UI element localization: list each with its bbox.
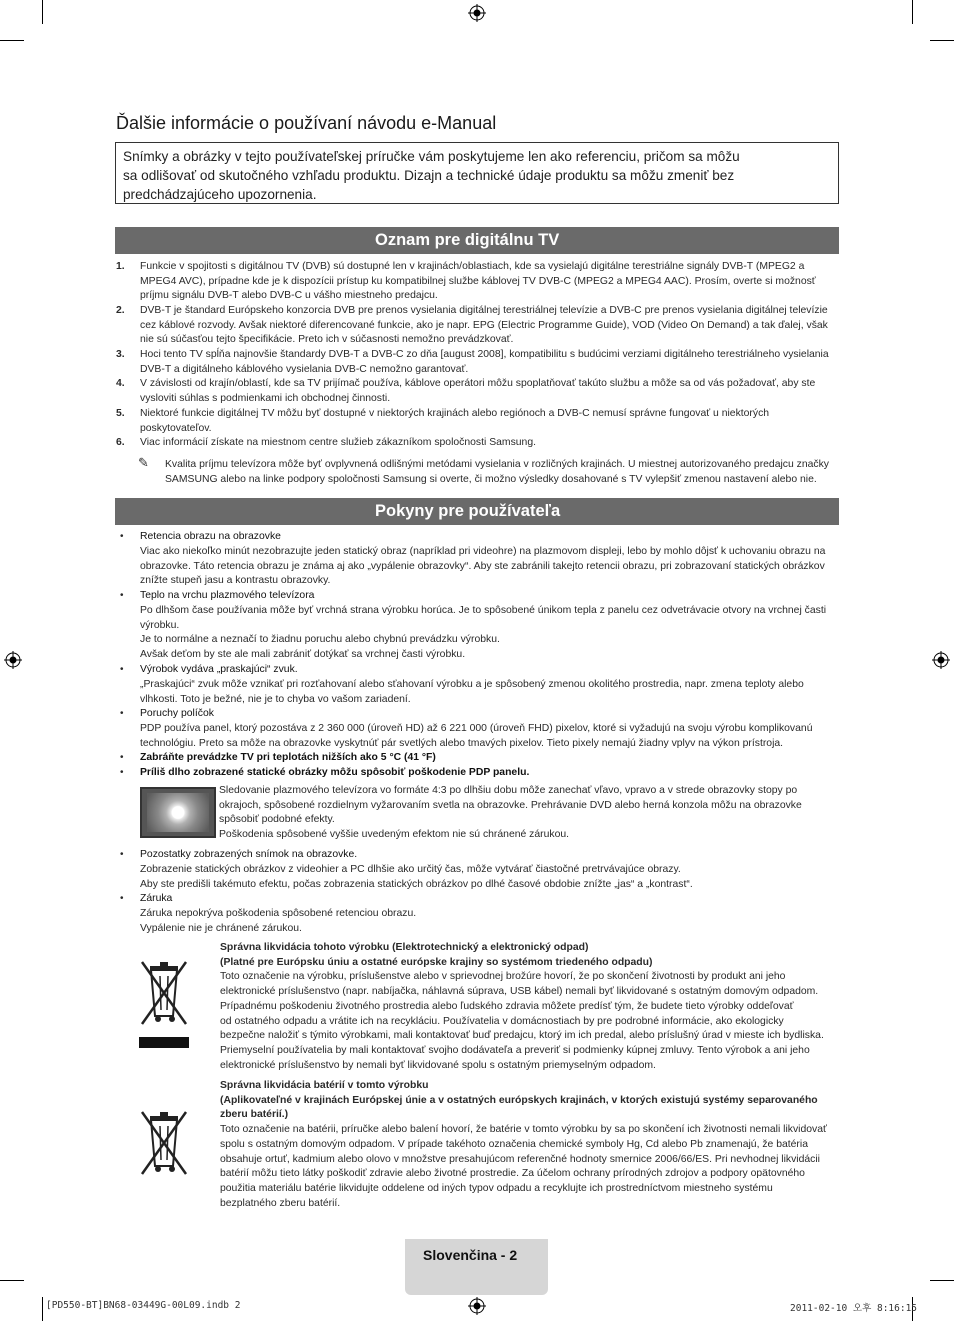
body-line: obsahuje ortuť, kadmium alebo olovo v množstve presahujúcom referenčné hodnoty smernice 2006/66/ES. Pri nevhodnej likvidácii bbox=[220, 1153, 820, 1165]
crop-mark bbox=[42, 0, 43, 24]
body-line: znížte stupeň jasu a kontrastu obrazovky. bbox=[140, 575, 331, 587]
bullet-title: Poruchy políčok bbox=[140, 708, 214, 719]
body-line: vlhkosti. Toto je bežné, nie je to chyba vo vašom zariadení. bbox=[140, 693, 411, 705]
body-line: Vypálenie nie je chránené zárukou. bbox=[140, 922, 302, 934]
body-line: Toto označenie na batérii, príručke alebo balení hovorí, že batérie v tomto výrobku by sa po skončení ich životnosti nemali likvidovať bbox=[220, 1124, 827, 1136]
bullet-title: Retencia obrazu na obrazovke bbox=[140, 531, 281, 542]
body-line: Po dlhšom čase používania môže byť vrchná strana výrobku horúca. Je to spôsobené únikom tepla z panelu cez odvetrávacie otvory na vrchnej časti bbox=[140, 605, 827, 616]
body-line: okrajoch, spôsobené rozdielnym vyžarovaním svetla na obrazovke. Prehrávanie DVD alebo herná konzola môžu na obrazovke bbox=[219, 799, 802, 811]
screen-retention-image bbox=[140, 787, 216, 838]
list-line: MPEG4 AVC), prípadne kde je k dispozícii prístup ku kompatibilnej službe káblovej TV DVB-C (MPEG2 a MPEG4 AAC). Prosím, overte si možnosť bbox=[140, 275, 816, 287]
user-instructions-list bbox=[0, 530, 954, 940]
list-line: príjmu signálu DVB-T alebo DVB-C u vášho miestneho predajcu. bbox=[140, 290, 438, 302]
bullet: • bbox=[120, 531, 124, 542]
body-line: PDP používa panel, ktorý pozostáva z 2 360 000 (úroveň HD) až 6 221 000 (úroveň FHD) pixelov, ktoré si vyžadujú na svoju výrobu komplikovanú bbox=[140, 723, 813, 734]
body-line: Sledovanie plazmového televízora vo formáte 4:3 po dlhšiu dobu môže zanechať vľavo, vpravo a v strede obrazovky stopy po bbox=[219, 785, 798, 796]
digital-tv-list bbox=[0, 260, 954, 490]
bullet-title: Zabráňte prevádzke TV pri teplotách nižších ako 5 °C (41 °F) bbox=[140, 752, 436, 763]
body-line: Je to normálne a neznačí to žiadnu poruchu alebo chybnú prevádzku výrobku. bbox=[140, 634, 500, 646]
list-number: 1. bbox=[116, 261, 125, 272]
section-header-digital-tv bbox=[115, 227, 839, 254]
image-caption bbox=[219, 784, 839, 843]
bullet-body bbox=[140, 604, 840, 663]
list-line: cez káblové rozvody. Avšak niektoré diferencované funkcie, ako je napr. EPG (Electric Programme Guide), VOD (Video On Demand) a tak ďalej, však bbox=[140, 319, 828, 331]
list-number: 5. bbox=[116, 408, 125, 419]
weee-title: (Platné pre Európsku úniu a ostatné európske krajiny so systémom triedeného odpadu) bbox=[220, 956, 653, 968]
crop-mark bbox=[930, 1280, 954, 1281]
body-line: Aby ste predišli takémuto efektu, počas zobrazenia statických obrázkov po dlhé časové obdobie znížte „jas“ a „kontrast“. bbox=[140, 878, 693, 890]
list-item bbox=[140, 260, 840, 304]
battery-title: zberu batérií.) bbox=[220, 1109, 289, 1121]
body-line: Záruka nepokrýva poškodenia spôsobené retenciou obrazu. bbox=[140, 908, 417, 919]
registration-mark-icon bbox=[468, 1297, 486, 1315]
bullet-title: Výrobok vydáva „praskajúci“ zvuk. bbox=[140, 664, 298, 675]
pencil-note-icon: ✎ bbox=[138, 455, 149, 470]
list-item bbox=[140, 377, 840, 406]
notice-box bbox=[115, 142, 839, 204]
body-line: spolu s ostatným domovým odpadom. V prípade takéhoto označenia chemické symboly Hg, Cd alebo Pb znamenajú, že batéria bbox=[220, 1138, 808, 1150]
crop-mark bbox=[0, 1280, 24, 1281]
bullet: • bbox=[120, 893, 124, 904]
list-line: DVB-T a digitálneho káblového vysielania DVB-C nemožno garantovať. bbox=[140, 363, 469, 375]
bullet-title: Záruka bbox=[140, 893, 173, 904]
list-number: 2. bbox=[116, 305, 125, 316]
note-text bbox=[165, 458, 845, 487]
body-line: obrazovke. Táto retencia obrazu je známa aj ako „vypálenie obrazovky“. Aby ste zabránili takejto retencii obrazu, pri zobrazovaní statických obrázkov bbox=[140, 560, 825, 572]
bullet-body bbox=[140, 678, 840, 707]
body-line: Toto označenie na výrobku, príslušenstve alebo v sprievodnej brožúre hovorí, že po skončení životnosti by produkt ani jeho bbox=[220, 971, 786, 983]
battery-bin-icon bbox=[136, 1108, 192, 1178]
note-line: Kvalita príjmu televízora môže byť ovplyvnená odlišnými metódami vysielania v rozličných krajinách. U miestnej autorizovaného predajcu značky bbox=[165, 459, 830, 470]
body-line: použitia materiálu batérie likvidujte oddelene od iných typov odpadu a recyklujte ich prostredníctvom miestneho systému bbox=[220, 1182, 773, 1194]
weee-text bbox=[220, 941, 840, 1073]
bullet: • bbox=[120, 767, 124, 778]
crop-mark bbox=[0, 40, 24, 41]
bullet-body bbox=[140, 545, 840, 589]
battery-text bbox=[220, 1079, 840, 1211]
notice-line: sa odlišovať od skutočného vzhľadu produktu. Dizajn a technické údaje produktu sa môžu zmeniť bez bbox=[123, 168, 735, 183]
section-title: Pokyny pre používateľa bbox=[375, 502, 561, 520]
battery-title: Správna likvidácia batérií v tomto výrobku bbox=[220, 1080, 429, 1091]
list-number: 6. bbox=[116, 437, 125, 448]
registration-mark-icon bbox=[468, 4, 486, 22]
bullet-body bbox=[140, 722, 840, 751]
list-line: Hoci tento TV spĺňa najnovšie štandardy DVB-T a DVB-C zo dňa [august 2008], kompatibilitu s budúcimi verziami digitálneho terestriálneho vysielania bbox=[140, 349, 829, 360]
body-line: „Praskajúci“ zvuk môže vznikať pri rozťahovaní alebo sťahovaní výrobku a je spôsobený zmenou okolitého prostredia, napr. zmena teploty alebo bbox=[140, 679, 804, 690]
list-line: DVB-T je štandard Európskeho konzorcia DVB pre prenos vysielania digitálnej terestriálnej televízie a DVB-C pre prenos vysielania digitálnej televízie bbox=[140, 305, 828, 316]
body-line: Viac ako niekoľko minút nezobrazujte jeden statický obraz (napríklad pri videohre) na plazmovom displeji, lebo by mohlo dôjsť k uchovaniu obrazu na bbox=[140, 546, 826, 557]
weee-title: Správna likvidácia tohoto výrobku (Elektrotechnický a elektronický odpad) bbox=[220, 942, 589, 953]
body-line: spôsobiť podobné efekty. bbox=[219, 814, 335, 826]
body-line: elektronické príslušenstvo by nemali byť likvidované spolu s ostatným priemyselným odpadom. bbox=[220, 1059, 656, 1071]
body-line: Avšak deťom by ste ale mali zabrániť dotýkať sa vrchnej časti výrobku. bbox=[140, 649, 466, 661]
weee-bin-icon bbox=[136, 958, 192, 1050]
bullet: • bbox=[120, 664, 124, 675]
crop-mark bbox=[42, 1297, 43, 1321]
list-line: poskytovateľov. bbox=[140, 422, 212, 434]
battery-title: (Aplikovateľné v krajinách Európskej únie a v ostatných európskych krajinách, v ktorých existujú systémy separovaného bbox=[220, 1094, 818, 1106]
body-line: výrobku. bbox=[140, 619, 180, 631]
section-title: Oznam pre digitálnu TV bbox=[375, 231, 560, 249]
crop-mark bbox=[930, 40, 954, 41]
footer-timestamp: 2011-02-10 오후 8:16:15 bbox=[790, 1303, 918, 1314]
body-line: technológiu. Preto sa môže na obrazovke vyskytnúť pár svetlých alebo tmavých pixelov. Tieto pixely nemajú žiadny vplyv na výkon prístroja. bbox=[140, 737, 784, 749]
section-header-user-instructions bbox=[115, 498, 839, 525]
list-item bbox=[140, 436, 840, 451]
note-line: SAMSUNG alebo na linke podpory spoločnosti Samsung si overte, či možno výsledky dosahované s TV vylepšiť zmenou nastavení alebo nie. bbox=[165, 473, 817, 485]
list-item bbox=[140, 304, 840, 348]
body-line: od ostatného odpadu a vrátite ich na recykláciu. Používatelia v domácnostiach by pre podrobné informácie, ako ekologicky bbox=[220, 1015, 784, 1027]
list-line: V závislosti od krajín/oblastí, kde sa TV prijímač používa, káblove operátori môžu spoplatňovať takúto službu a môže sa od vás požadovať, aby ste bbox=[140, 378, 816, 389]
bullet: • bbox=[120, 849, 124, 860]
bullet: • bbox=[120, 752, 124, 763]
list-line: vysloviti súhlas s podmienkami ich obchodnej činnosti. bbox=[140, 392, 391, 404]
page-label: Slovenčina - 2 bbox=[423, 1247, 518, 1263]
list-item bbox=[140, 348, 840, 377]
bullet-body bbox=[140, 863, 840, 892]
body-line: elektronické príslušenstvo (napr. nabíjačka, náhlavná súprava, USB kábel) nemali byť likvidované s ostatným domovým odpadom. bbox=[220, 986, 819, 998]
page-number-tab bbox=[405, 1239, 548, 1295]
bullet: • bbox=[120, 590, 124, 601]
body-line: Priemyselní používatelia by mali kontaktovať svojho dodávateľa a preveriť si podmienky kúpnej zmluvy. Tento výrobok a ani jeho bbox=[220, 1044, 810, 1056]
list-number: 3. bbox=[116, 349, 125, 360]
notice-line: Snímky a obrázky v tejto používateľskej príručke vám poskytujeme len ako referenciu, pričom sa môžu bbox=[123, 149, 740, 164]
bullet-title: Pozostatky zobrazených snímok na obrazovke. bbox=[140, 849, 358, 860]
body-line: Poškodenia spôsobené vyššie uvedeným efektom nie sú chránené zárukou. bbox=[219, 829, 570, 841]
body-line: batérií môžu tieto látky poškodiť zdravie alebo životné prostredie. Za účelom ochrany prírodných zdrojov a podpory opätovného bbox=[220, 1168, 805, 1180]
body-line: Zobrazenie statických obrázkov z videohier a PC dlhšie ako určitý čas, môže vytvárať čiastočné pretrvávajúce obrazy. bbox=[140, 864, 681, 875]
flower-image bbox=[147, 793, 209, 832]
page-title: Ďalšie informácie o používaní návodu e-Manual bbox=[116, 113, 497, 133]
notice-line: predchádzajúceho upozornenia. bbox=[123, 187, 317, 202]
bullet-body bbox=[140, 907, 840, 936]
crop-mark bbox=[912, 0, 913, 24]
footer-file-info: [PD550-BT]BN68-03449G-00L09.indb 2 bbox=[46, 1300, 241, 1311]
list-line: nie sú súčasťou tejto špecifikácie. Preto ich v súčasnosti nemožno prevádzkovať. bbox=[140, 334, 514, 346]
bullet-title: Teplo na vrchu plazmového televízora bbox=[140, 590, 315, 601]
bullet-title: Príliš dlho zobrazené statické obrázky môžu spôsobiť poškodenie PDP panelu. bbox=[140, 767, 530, 778]
list-item bbox=[140, 407, 840, 436]
body-line: bezpečne naložiť s týmito výrobkami, mali kontaktovať buď predajcu, ktorý im ich predal, alebo príslušný úrad v mieste ich bydliska. bbox=[220, 1030, 824, 1042]
body-line: bezplatného zberu batérií. bbox=[220, 1197, 341, 1209]
list-line: Funkcie v spojitosti s digitálnou TV (DVB) sú dostupné len v krajinách/oblastiach, kde sa vysielajú digitálne terestriálne signály DVB-T (MPEG2 a bbox=[140, 261, 805, 272]
body-line: Prípadnému poškodeniu životného prostredia alebo ľudského zdravia môžete predísť tým, že budete tieto výrobky oddeľovať bbox=[220, 1000, 794, 1012]
list-number: 4. bbox=[116, 378, 125, 389]
list-line: Viac informácií získate na miestnom centre služieb zákazníkom spoločnosti Samsung. bbox=[140, 437, 536, 448]
list-line: Niektoré funkcie digitálnej TV môžu byť dostupné v niektorých krajinách alebo regiónoch a DVB-C nemusí správne fungovať u niektorých bbox=[140, 408, 770, 419]
bullet: • bbox=[120, 708, 124, 719]
